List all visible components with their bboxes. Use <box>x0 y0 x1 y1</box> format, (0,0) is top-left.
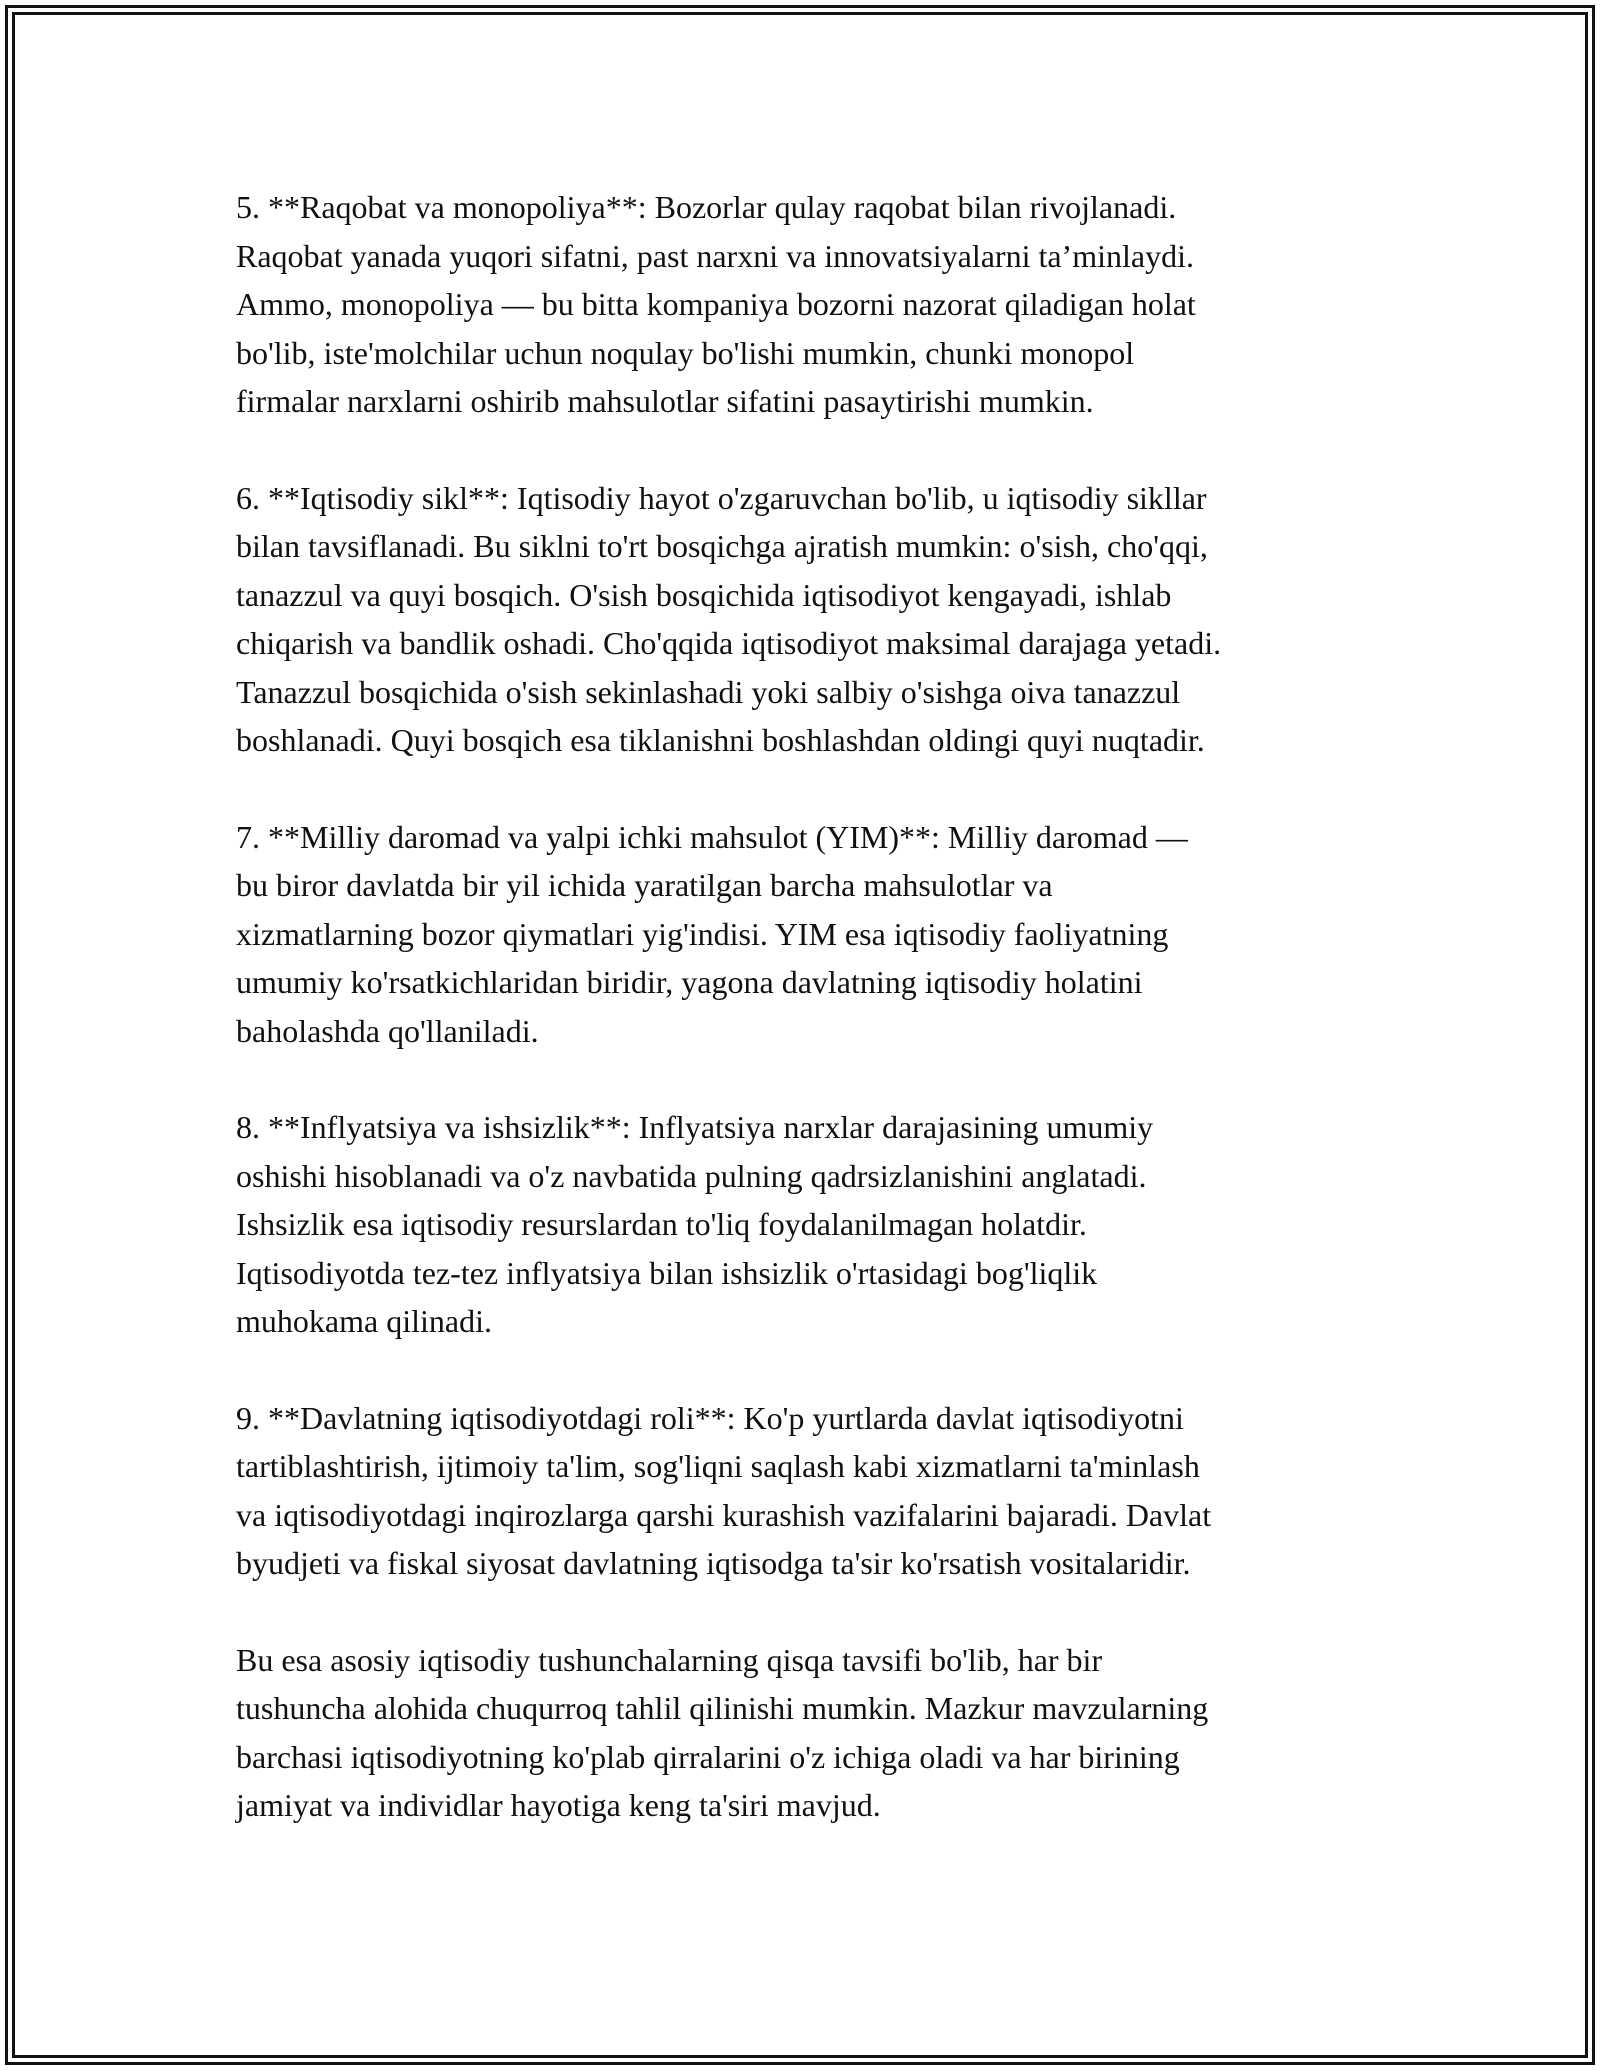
paragraph-conclusion <box>236 1636 1376 1830</box>
paragraph-competition-monopoly <box>236 183 1376 426</box>
paragraph-national-income-gdp <box>236 813 1376 1056</box>
paragraph-economic-cycle <box>236 474 1376 765</box>
text-line: byudjeti va fiskal siyosat davlatning iqtisodga ta'sir ko'rsatish vositalaridir. <box>236 1545 1191 1581</box>
text-line: jamiyat va individlar hayotiga keng ta'siri mavjud. <box>236 1787 881 1823</box>
text-line: baholashda qo'llaniladi. <box>236 1012 539 1049</box>
text-line: bilan tavsiflanadi. Bu siklni to'rt bosqichga ajratish mumkin: o'sish, cho'qqi, <box>236 528 1208 564</box>
text-line: Tanazzul bosqichida o'sish sekinlashadi yoki salbiy o'sishga oiva tanazzul <box>236 673 1181 710</box>
text-line: tanazzul va quyi bosqich. O'sish bosqichida iqtisodiyot kengayadi, ishlab <box>236 576 1172 613</box>
text-line: firmalar narxlarni oshirib mahsulotlar sifatini pasaytirishi mumkin. <box>236 383 1094 419</box>
text-line: chiqarish va bandlik oshadi. Cho'qqida iqtisodiyot maksimal darajaga yetadi. <box>236 625 1222 661</box>
text-line: 5. **Raqobat va monopoliya**: Bozorlar qulay raqobat bilan rivojlanadi. <box>236 189 1177 225</box>
text-line: umumiy ko'rsatkichlaridan biridir, yagona davlatning iqtisodiy holatini <box>236 964 1143 1000</box>
text-line: 9. **Davlatning iqtisodiyotdagi roli**: Ko'p yurtlarda davlat iqtisodiyotni <box>236 1399 1184 1436</box>
text-line: bo'lib, iste'molchilar uchun noqulay bo'lishi mumkin, chunki monopol <box>236 334 1135 371</box>
text-line: Bu esa asosiy iqtisodiy tushunchalarning qisqa tavsifi bo'lib, har bir <box>236 1641 1103 1678</box>
text-line: Raqobat yanada yuqori sifatni, past narxni va innovatsiyalarni ta’minlaydi. <box>236 237 1194 274</box>
text-line: 7. **Milliy daromad va yalpi ichki mahsulot (YIM)**: Milliy daromad — <box>236 818 1188 855</box>
text-line: tartiblashtirish, ijtimoiy ta'lim, sog'liqni saqlash kabi xizmatlarni ta'minlash <box>236 1448 1200 1484</box>
paragraph-inflation-unemployment <box>236 1103 1376 1346</box>
text-line: Ishsizlik esa iqtisodiy resurslardan to'liq foydalanilmagan holatdir. <box>236 1206 1087 1242</box>
text-line: va iqtisodiyotdagi inqirozlarga qarshi kurashish vazifalarini bajaradi. Davlat <box>236 1496 1212 1533</box>
paragraph-role-of-state <box>236 1394 1376 1588</box>
text-line: bu biror davlatda bir yil ichida yaratilgan barcha mahsulotlar va <box>236 867 1053 903</box>
text-line: 6. **Iqtisodiy sikl**: Iqtisodiy hayot o'zgaruvchan bo'lib, u iqtisodiy sikllar <box>236 479 1207 516</box>
text-line: muhokama qilinadi. <box>236 1303 492 1339</box>
text-line: Ammo, monopoliya — bu bitta kompaniya bozorni nazorat qiladigan holat <box>236 286 1196 322</box>
text-line: Iqtisodiyotda tez-tez inflyatsiya bilan ishsizlik o'rtasidagi bog'liqlik <box>236 1254 1098 1291</box>
text-line: 8. **Inflyatsiya va ishsizlik**: Inflyatsiya narxlar darajasining umumiy <box>236 1109 1154 1145</box>
text-line: boshlanadi. Quyi bosqich esa tiklanishni boshlashdan oldingi quyi nuqtadir. <box>236 722 1205 758</box>
text-line: barchasi iqtisodiyotning ko'plab qirralarini o'z ichiga oladi va har birining <box>236 1738 1180 1775</box>
text-line: tushuncha alohida chuqurroq tahlil qilinishi mumkin. Mazkur mavzularning <box>236 1690 1209 1726</box>
document-body <box>236 183 1376 1830</box>
text-line: oshishi hisoblanadi va o'z navbatida pulning qadrsizlanishini anglatadi. <box>236 1157 1147 1194</box>
text-line: xizmatlarning bozor qiymatlari yig'indisi. YIM esa iqtisodiy faoliyatning <box>236 915 1169 952</box>
